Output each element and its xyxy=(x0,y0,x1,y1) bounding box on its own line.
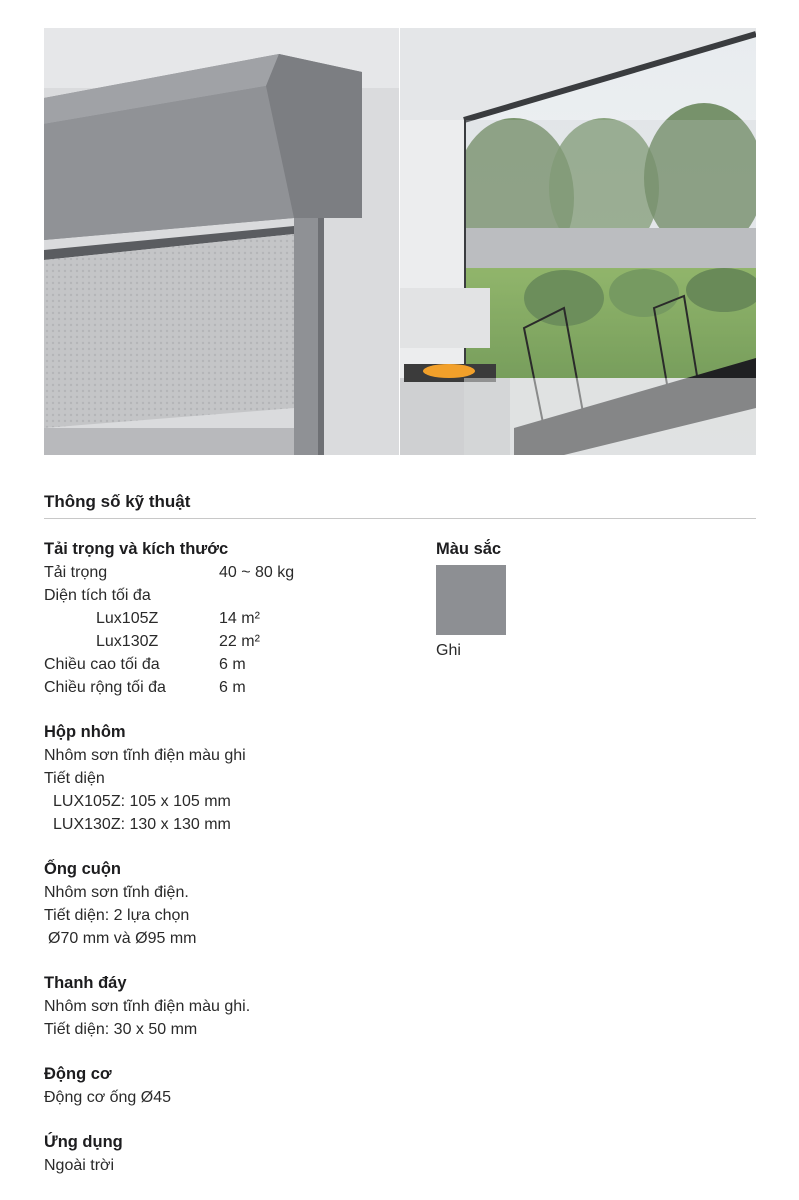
spec-row-max-height xyxy=(44,653,424,676)
tube-line: Nhôm sơn tĩnh điện. xyxy=(44,884,189,901)
bottom-bar-line: Tiết diện: 30 x 50 mm xyxy=(44,1021,198,1038)
application-line: Ngoài trời xyxy=(44,1157,115,1174)
color-heading: Màu sắc xyxy=(436,540,502,558)
spec-row-load xyxy=(44,561,424,584)
hero-image xyxy=(44,28,756,455)
box-line: LUX105Z: 105 x 105 mm xyxy=(53,793,231,810)
divider xyxy=(44,518,756,519)
spec-value: 22 m² xyxy=(219,633,260,650)
load-size-heading: Tải trọng và kích thước xyxy=(44,540,229,558)
spec-value: 14 m² xyxy=(219,610,260,627)
spec-value: 40 ~ 80 kg xyxy=(219,564,295,581)
motor-heading: Động cơ xyxy=(44,1065,112,1083)
spec-value: 6 m xyxy=(219,679,246,696)
box-heading: Hộp nhôm xyxy=(44,723,126,741)
cassette-closeup xyxy=(44,28,399,455)
tube-heading: Ống cuộn xyxy=(44,860,121,878)
box-line: Tiết diện xyxy=(44,770,105,787)
spec-label: Lux130Z xyxy=(96,633,159,650)
color-swatch-label: Ghi xyxy=(436,642,461,659)
spec-row-max-width xyxy=(44,676,424,699)
color-swatch-grey[interactable] xyxy=(436,565,506,635)
box-line: Nhôm sơn tĩnh điện màu ghi xyxy=(44,747,246,764)
spec-row-area-lux105z xyxy=(44,607,424,630)
color-section xyxy=(436,538,506,662)
spec-list xyxy=(44,538,424,1177)
patio-scene xyxy=(400,28,756,455)
motor-line: Động cơ ống Ø45 xyxy=(44,1089,172,1106)
application-heading: Ứng dụng xyxy=(44,1133,123,1151)
section-title: Thông số kỹ thuật xyxy=(44,492,191,511)
spec-label: Chiều rộng tối đa xyxy=(44,679,166,696)
bottom-bar-heading: Thanh đáy xyxy=(44,974,127,992)
spec-label: Tải trọng xyxy=(44,564,108,581)
area-label: Diện tích tối đa xyxy=(44,587,151,604)
spec-label: Chiều cao tối đa xyxy=(44,656,160,673)
tube-line: Ø70 mm và Ø95 mm xyxy=(48,930,197,947)
bottom-bar-line: Nhôm sơn tĩnh điện màu ghi. xyxy=(44,998,251,1015)
tube-line: Tiết diện: 2 lựa chọn xyxy=(44,907,190,924)
spec-label: Lux105Z xyxy=(96,610,159,627)
spec-row-area-lux130z xyxy=(44,630,424,653)
box-line: LUX130Z: 130 x 130 mm xyxy=(53,816,231,833)
spec-value: 6 m xyxy=(219,656,246,673)
